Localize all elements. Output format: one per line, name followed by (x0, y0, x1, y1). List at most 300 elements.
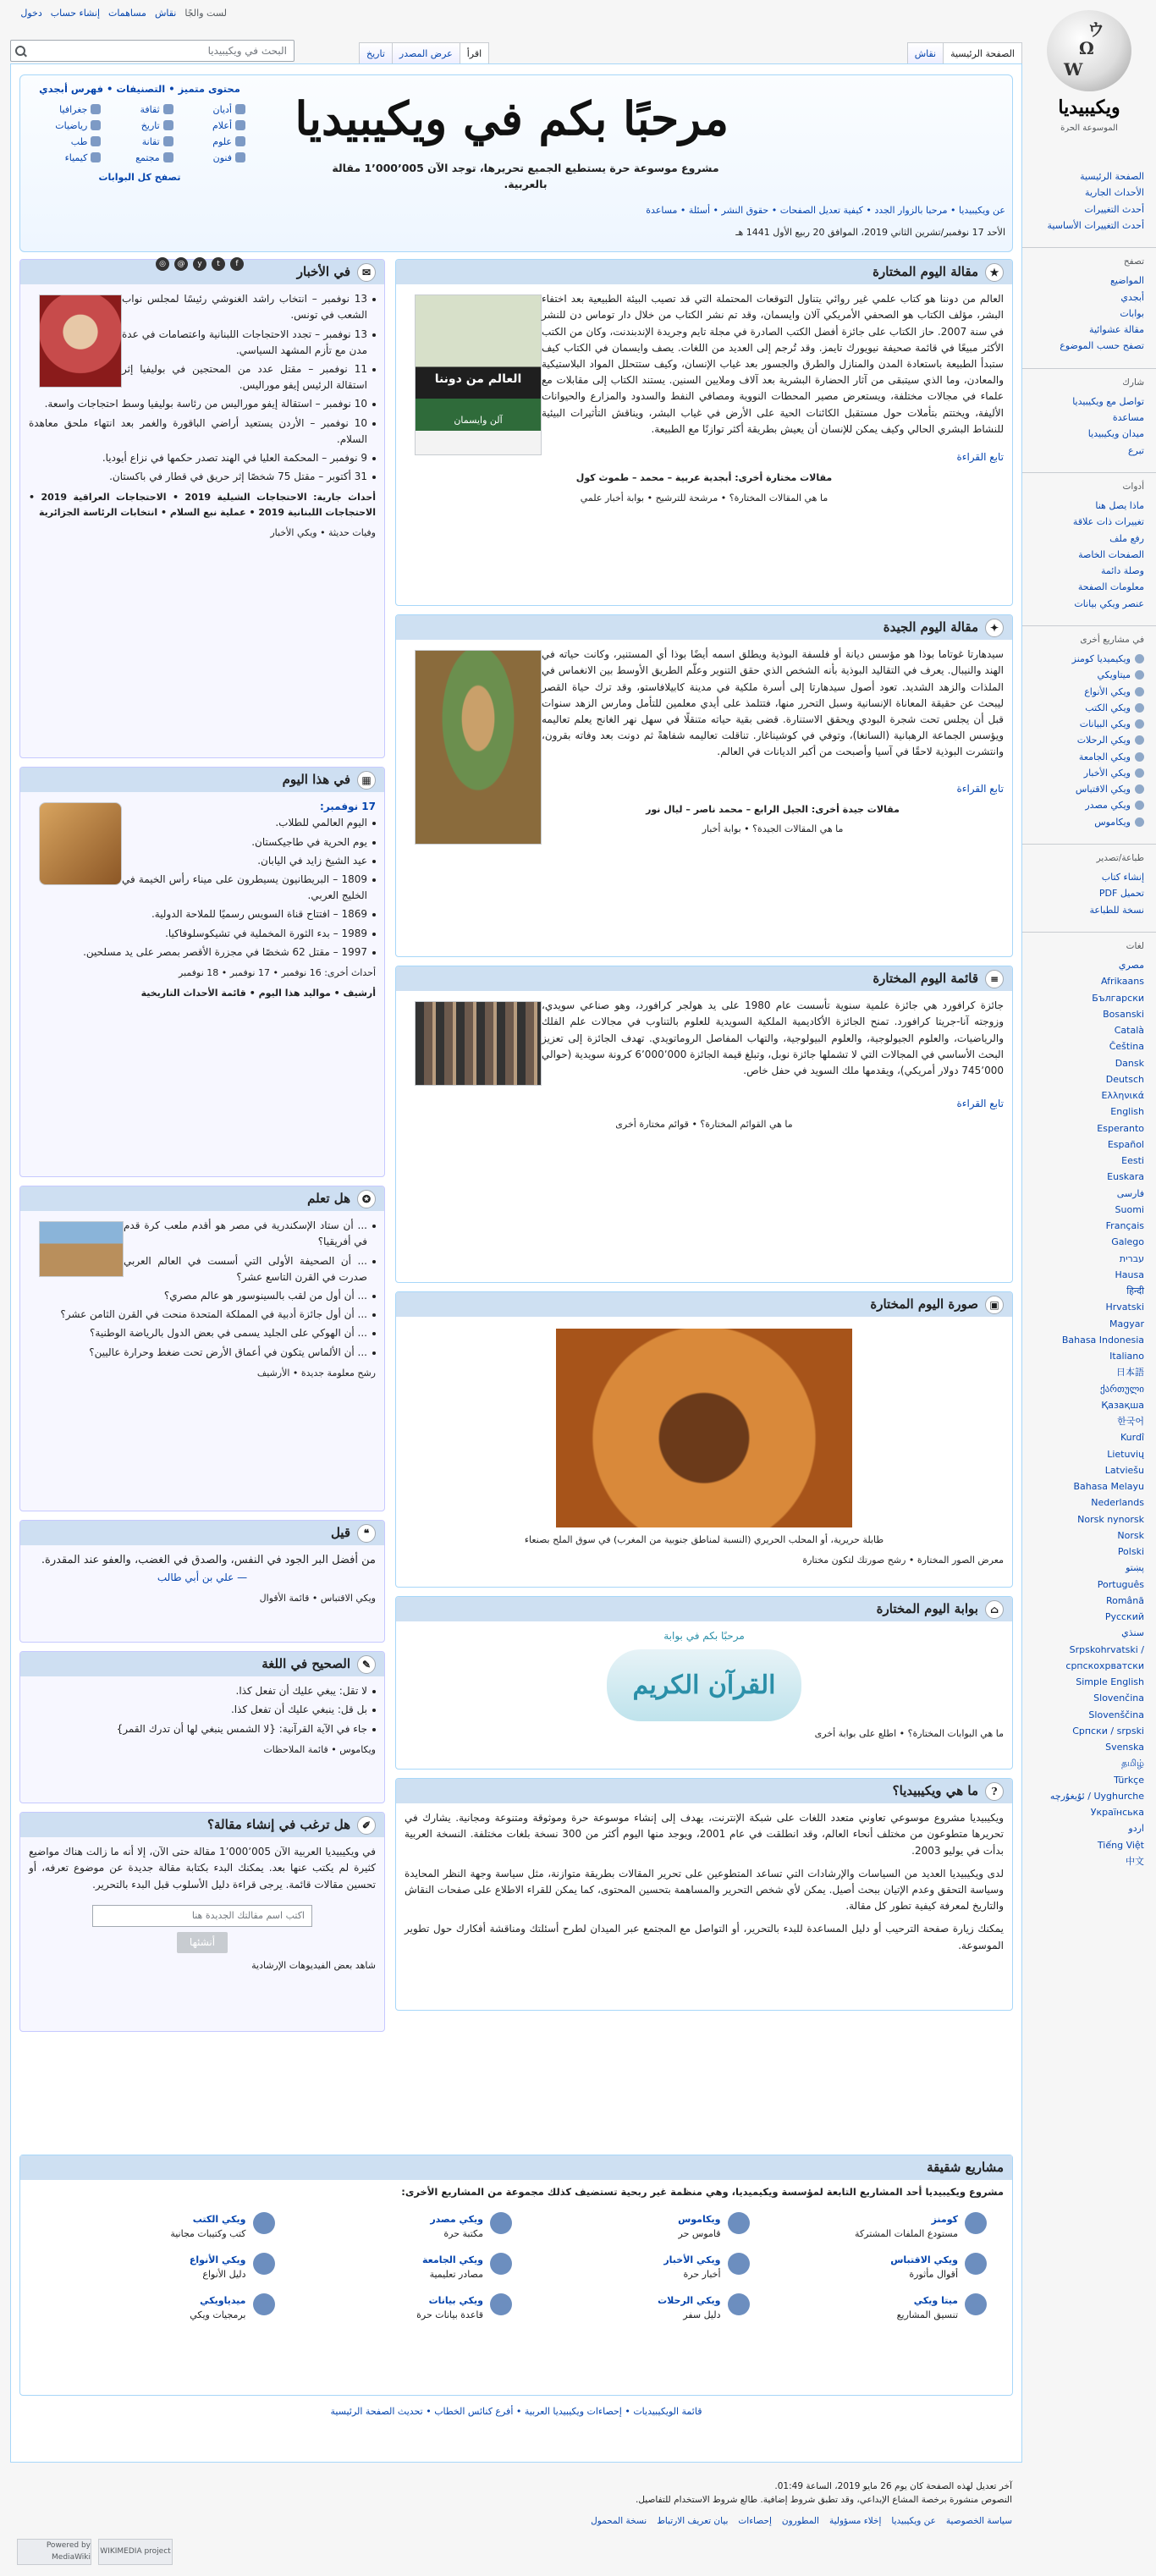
sidebar-item[interactable] (1031, 765, 1144, 781)
section-title: مشاريع شقيقة (927, 2160, 1004, 2175)
sister-project-desc: أقوال مأثورة (909, 2269, 958, 2281)
portal-icon (235, 136, 245, 146)
sidebar-item[interactable] (1031, 700, 1144, 716)
sidebar-item[interactable] (1031, 1251, 1144, 1267)
list-item: 1809 – البريطانيون يسيطرون على ميناء رأس الخيمة في الخليج العربي. (29, 872, 376, 904)
globe-icon: Ω W ウ (1047, 10, 1131, 91)
sister-project-name[interactable]: كومنز (931, 2214, 958, 2226)
sidebar (1022, 157, 1156, 1878)
sidebar-item[interactable] (1031, 547, 1144, 563)
section-title: بوابة اليوم المختارة (876, 1601, 978, 1616)
sidebar-item[interactable] (1031, 1186, 1144, 1202)
sidebar-item[interactable] (1031, 1625, 1144, 1641)
sidebar-item-label: Polski (1117, 1546, 1144, 1558)
list-item: 1997 – مقتل 62 شخصًا في مجزرة الأقصر بمصر على يد مسلحين. (29, 944, 376, 960)
section-title: في هذا اليوم (282, 772, 350, 787)
other-featured[interactable]: مقالات مختارة أخرى: أبجدية عربية – محمد – طموث كول (575, 472, 833, 484)
social-icons (156, 257, 244, 271)
sister-projects (19, 2155, 1013, 2396)
create-account-link[interactable]: إنشاء حساب (50, 8, 101, 19)
portal-icon (91, 152, 101, 162)
sidebar-item-label: رفع ملف (1109, 532, 1144, 544)
sister-project[interactable] (283, 2212, 513, 2241)
sidebar-item[interactable] (1031, 322, 1144, 338)
sister-project-name[interactable]: ويكي الجامعة (422, 2254, 483, 2266)
sister-project[interactable] (520, 2293, 750, 2322)
welcome-links[interactable]: عن ويكيبيديا • مرحبا بالزوار الجدد • كيفية تعديل الصفحات • حقوق النشر • أسئلة • مساعدة (646, 204, 1005, 216)
sidebar-item[interactable] (1031, 1690, 1144, 1706)
sidebar-item[interactable] (1031, 1739, 1144, 1755)
sidebar-item[interactable] (1031, 1087, 1144, 1104)
project-icon (1135, 735, 1144, 745)
sidebar-item[interactable] (1031, 168, 1144, 184)
sidebar-item[interactable] (1031, 1837, 1144, 1853)
bottom-links[interactable]: قائمة الويكيبيديات • إحصاءات ويكيبيديا العربية • أفرع كنائس الخطاب • تحديث الصفحة الرئيسية (330, 2406, 702, 2417)
sidebar-item[interactable] (1031, 1137, 1144, 1153)
sister-project[interactable] (758, 2293, 988, 2322)
sidebar-item-label: الصفحات الخاصة (1078, 548, 1144, 560)
sister-project-name[interactable]: ميتا ويكي (913, 2295, 958, 2307)
portal-link[interactable] (34, 102, 101, 117)
sister-project-name[interactable]: ميدياويكي (200, 2295, 246, 2307)
sidebar-item[interactable] (1031, 1593, 1144, 1609)
sidebar-item[interactable] (1031, 1283, 1144, 1299)
project-icon (1135, 817, 1144, 827)
calendar-icon: ▦ (357, 771, 376, 790)
sidebar-heading: طباعة/تصدير (1096, 852, 1144, 863)
sidebar-item[interactable] (1031, 1527, 1144, 1544)
sidebar-item-label: Bahasa Melayu (1073, 1481, 1144, 1493)
social-icon[interactable]: y (193, 257, 206, 271)
portal-label: أديان (212, 103, 232, 115)
wikimedia-badge[interactable]: WIKIMEDIA project (98, 2539, 173, 2565)
social-icon[interactable]: f (230, 257, 244, 271)
sidebar-item[interactable] (1031, 1316, 1144, 1332)
sidebar-item[interactable] (1031, 1772, 1144, 1788)
sidebar-item[interactable] (1031, 1381, 1144, 1397)
portal-link[interactable] (34, 151, 101, 165)
sidebar-item[interactable] (1031, 781, 1144, 797)
portal-link[interactable] (106, 151, 173, 165)
portal-welcome[interactable]: مرحبًا بكم في بوابة (663, 1630, 745, 1643)
dyk-footer[interactable]: رشح معلومة جديدة • الأرشيف (256, 1367, 376, 1379)
sidebar-item[interactable] (1031, 531, 1144, 547)
sidebar-item[interactable] (1031, 1071, 1144, 1087)
sidebar-item[interactable] (1031, 1478, 1144, 1494)
social-icon[interactable]: t (212, 257, 225, 271)
create-footer[interactable]: شاهد بعض الفيديوهات الإرشادية (251, 1960, 376, 1971)
list-help[interactable]: ما هي القوائم المختارة؟ • قوائم مختارة أخرى (615, 1119, 793, 1131)
sister-project[interactable] (758, 2212, 988, 2241)
sidebar-item-label: Deutsch (1105, 1073, 1144, 1085)
section-title: هل تعلم (307, 1191, 350, 1206)
sidebar-item[interactable] (1031, 1169, 1144, 1185)
sidebar-item[interactable] (1031, 1348, 1144, 1364)
footer-link[interactable]: المطورون (781, 2515, 819, 2526)
sidebar-item[interactable] (1031, 1104, 1144, 1120)
sister-project-name[interactable]: ويكي بيانات (428, 2295, 483, 2307)
mediawiki-badge[interactable]: Powered by MediaWiki (17, 2539, 91, 2565)
section-title: في الأخبار (296, 264, 350, 279)
sidebar-item[interactable] (1031, 651, 1144, 667)
picture-footer[interactable]: معرض الصور المختارة • رشح صورتك لتكون مختارة (802, 1554, 1004, 1566)
list-item: ... أن ستاد الإسكندرية في مصر هو أقدم ملعب كرة قدم في أفريقيا؟ (29, 1218, 376, 1250)
sister-project-desc: تنسيق المشاريع (896, 2309, 958, 2321)
sidebar-item[interactable] (1031, 1609, 1144, 1625)
sidebar-item[interactable] (1031, 1202, 1144, 1218)
quote-footer[interactable]: ويكي الاقتباس • قائمة الأقوال (259, 1593, 376, 1604)
tab-history[interactable]: تاريخ (359, 42, 393, 64)
quran-portal-image[interactable] (607, 1649, 801, 1721)
portal-label: كيمياء (64, 151, 88, 163)
sidebar-item-label: الأحداث الجارية (1085, 187, 1144, 199)
search-box[interactable] (10, 40, 295, 62)
sidebar-item[interactable] (1031, 1446, 1144, 1462)
sidebar-item-label: Ελληνικά (1101, 1090, 1144, 1102)
sister-grid (20, 2205, 1012, 2329)
footer-link[interactable]: سياسة الخصوصية (945, 2515, 1012, 2526)
last-edited: آخر تعديل لهذه الصفحة كان يوم 26 مايو 2019، الساعة 01:49. (774, 2481, 1012, 2491)
on-this-day (19, 767, 385, 1177)
laureates-image[interactable] (415, 1001, 542, 1086)
sidebar-item[interactable] (1031, 732, 1144, 748)
sister-project[interactable] (283, 2253, 513, 2282)
sidebar-item-label: إنشاء كتاب (1101, 872, 1144, 883)
sidebar-item-label: تبرع (1127, 444, 1144, 456)
onthisday-date[interactable]: 17 نوفمبر: (320, 801, 376, 813)
picture-image[interactable] (556, 1329, 852, 1527)
search-input[interactable]: البحث في ويكيبيديا (207, 44, 287, 57)
read-more-link[interactable]: تابع القراءة (956, 450, 1004, 463)
list-item: ... أن أول جائزة أدبية في المملكة المتحدة منحت في القرن الثامن عشر؟ (29, 1307, 376, 1323)
sidebar-item[interactable] (1031, 667, 1144, 683)
create-article-button[interactable]: أنشئها (177, 1932, 228, 1953)
good-help[interactable]: ما هي المقالات الجيدة؟ • بوابة أخبار (702, 823, 844, 835)
sidebar-item-label: Italiano (1109, 1351, 1144, 1362)
sidebar-group (1022, 844, 1156, 927)
sidebar-item-label: Afrikaans (1101, 976, 1144, 988)
footer (166, 2480, 1012, 2528)
sidebar-item[interactable] (1031, 1429, 1144, 1445)
sidebar-item-label: ქართული (1100, 1383, 1144, 1395)
sidebar-item-label: ويكي الكتب (1085, 702, 1131, 713)
book-cover-image[interactable] (415, 294, 542, 455)
sidebar-item[interactable] (1031, 1804, 1144, 1820)
sidebar-item-label: معلومات الصفحة (1077, 581, 1144, 593)
sidebar-item[interactable] (1031, 973, 1144, 989)
home-icon: ⌂ (985, 1600, 1004, 1619)
sidebar-item[interactable] (1031, 1267, 1144, 1283)
quote-box (19, 1520, 385, 1643)
sidebar-item[interactable] (1031, 410, 1144, 426)
list-item: 31 أكتوبر – مقتل 75 شخصًا إثر حريق في قطار في باكستان. (29, 469, 376, 485)
list-item: لا تقل: يبغي عليك أن تفعل كذا. (29, 1683, 376, 1699)
sister-project[interactable] (520, 2253, 750, 2282)
sister-project-icon (490, 2212, 512, 2234)
social-icon[interactable]: ◎ (156, 257, 169, 271)
project-icon (1135, 719, 1144, 729)
list-item: 13 نوفمبر – انتخاب راشد الغنوشي رئيسًا لمجلس نواب الشعب في تونس. (29, 291, 376, 323)
sidebar-item[interactable] (1031, 1462, 1144, 1478)
sidebar-item-label: بوابات (1120, 307, 1144, 319)
sister-project-desc: أخبار حرة (683, 2269, 721, 2281)
view-tabs (360, 42, 489, 64)
wordmark: ويكيبيديا (1058, 96, 1120, 118)
anon-user: لست والجًا (184, 8, 227, 19)
portal-icon (91, 120, 101, 130)
sidebar-item-label: English (1110, 1106, 1144, 1118)
sidebar-item[interactable] (1031, 498, 1144, 514)
portal-label: فنون (212, 151, 232, 163)
sidebar-item-label: ويكي الرحلات (1076, 735, 1131, 746)
portal-link[interactable] (179, 102, 245, 117)
sidebar-item[interactable] (1031, 1055, 1144, 1071)
sidebar-item[interactable] (1031, 426, 1144, 442)
sister-project[interactable] (46, 2212, 275, 2241)
sidebar-item[interactable] (1031, 1494, 1144, 1511)
sidebar-item[interactable] (1031, 1755, 1144, 1771)
search-icon[interactable] (11, 41, 30, 60)
sister-project-name[interactable]: ويكي مصدر (430, 2214, 483, 2226)
sidebar-item[interactable] (1031, 1544, 1144, 1560)
sidebar-item[interactable] (1031, 885, 1144, 901)
sidebar-item[interactable] (1031, 579, 1144, 595)
tab-view-source[interactable]: عرض المصدر (392, 42, 460, 64)
sidebar-item-label: Português (1097, 1578, 1144, 1590)
sidebar-item-label: أبجدي (1120, 291, 1144, 303)
portal-link[interactable] (179, 118, 245, 133)
project-icon (1135, 687, 1144, 696)
sidebar-item[interactable] (1031, 1299, 1144, 1315)
portal-link[interactable] (179, 151, 245, 165)
sister-project-text (190, 2293, 245, 2322)
sister-project-desc: دليل الأنواع (202, 2269, 246, 2281)
sister-project[interactable] (758, 2253, 988, 2282)
sister-project[interactable] (46, 2253, 275, 2282)
sidebar-item[interactable] (1031, 1006, 1144, 1022)
portals-header[interactable]: محتوى متميز • التصنيفات • فهرس أبجدي (39, 83, 240, 95)
sidebar-item[interactable] (1031, 1413, 1144, 1429)
sidebar-item[interactable] (1031, 1120, 1144, 1137)
sister-project-name[interactable]: ويكي الاقتباس (890, 2254, 958, 2266)
star-icon: ★ (985, 263, 1004, 282)
sidebar-item[interactable] (1031, 749, 1144, 765)
list-item: ... أن الهوكي على الجليد يسمى في بعض الدول بالرياضة الوطنية؟ (29, 1325, 376, 1341)
sidebar-item-label: سنڌي (1121, 1627, 1144, 1639)
featured-list (395, 966, 1013, 1283)
onthisday-footer[interactable]: أرشيف • مواليد هذا اليوم • قائمة الأحداث التاريخية (140, 987, 376, 999)
sidebar-item[interactable] (1031, 217, 1144, 234)
sidebar-item[interactable] (1031, 1234, 1144, 1250)
onthisday-list (29, 815, 376, 960)
sidebar-item-label: Lietuvių (1107, 1448, 1144, 1460)
current-events[interactable]: أحداث جارية: الاحتجاجات الشيلية 2019 • الاحتجاجات العراقية 2019 • الاحتجاجات اللبنانية 2019 • عملية نبع السلام • انتخابات الرئاسة الجزائرية (29, 492, 376, 518)
book-cover-title: العالم من دوننا (434, 372, 522, 387)
portal-link[interactable] (34, 118, 101, 133)
sidebar-item-label: Euskara (1107, 1171, 1144, 1183)
sidebar-item[interactable] (1031, 869, 1144, 885)
sidebar-item[interactable] (1031, 1577, 1144, 1593)
sister-project[interactable] (520, 2212, 750, 2241)
sidebar-item[interactable] (1031, 684, 1144, 700)
sidebar-item[interactable] (1031, 716, 1144, 732)
sidebar-item[interactable] (1031, 1332, 1144, 1348)
portal-icon (163, 136, 173, 146)
sister-project-name[interactable]: ويكي الرحلات (658, 2295, 721, 2307)
sidebar-item[interactable] (1031, 957, 1144, 973)
read-more-link[interactable]: تابع القراءة (956, 782, 1004, 795)
sidebar-item[interactable] (1031, 1788, 1144, 1804)
list-icon: ≡ (985, 970, 1004, 988)
footer-link[interactable]: نسخة المحمول (591, 2515, 647, 2526)
sidebar-item[interactable] (1031, 1364, 1144, 1380)
section-title: قيل (330, 1525, 350, 1540)
read-more-link[interactable]: تابع القراءة (956, 1098, 1004, 1110)
sister-project-icon (253, 2212, 275, 2234)
sidebar-item[interactable] (1031, 184, 1144, 201)
dyk-list (29, 1218, 376, 1361)
login-link[interactable]: دخول (20, 8, 42, 19)
book-cover-author: آلن وايسمان (454, 414, 503, 426)
portal-label: جغرافيا (59, 103, 88, 115)
good-article (395, 614, 1013, 957)
sidebar-item[interactable] (1031, 902, 1144, 918)
sidebar-item-label: Suomi (1115, 1203, 1144, 1215)
sidebar-item[interactable] (1031, 514, 1144, 530)
sidebar-item[interactable] (1031, 1397, 1144, 1413)
tab-talk[interactable]: نقاش (907, 42, 944, 64)
portal-footer[interactable]: ما هي البوابات المختارة؟ • اطلع على بوابة أخرى (814, 1728, 1004, 1740)
sister-project-name[interactable]: ويكاموس (678, 2214, 721, 2226)
sidebar-item[interactable] (1031, 1707, 1144, 1723)
featured-help[interactable]: ما هي المقالات المختارة؟ • مرشحة للترشيح • بوابة أخبار علمي (580, 492, 828, 504)
sidebar-item[interactable] (1031, 272, 1144, 289)
sidebar-item[interactable] (1031, 1642, 1144, 1675)
sidebar-item[interactable] (1031, 1560, 1144, 1576)
footer-link[interactable]: إحصاءات (738, 2515, 772, 2526)
sidebar-item-label: Српски / srpski (1072, 1725, 1144, 1737)
sidebar-item[interactable] (1031, 394, 1144, 410)
sidebar-item[interactable] (1031, 563, 1144, 579)
sister-project-icon (965, 2253, 987, 2275)
sister-project-name[interactable]: ويكي الأخبار (663, 2254, 721, 2266)
portal-link[interactable] (179, 135, 245, 149)
create-article (19, 1812, 385, 2032)
sidebar-item-label: عنصر ويكي بيانات (1074, 597, 1144, 609)
sidebar-item[interactable] (1031, 1820, 1144, 1836)
portal-link[interactable] (106, 118, 173, 133)
sister-project-text (678, 2212, 720, 2241)
picture-icon: ▣ (985, 1296, 1004, 1314)
sidebar-item-label: Bosanski (1103, 1008, 1144, 1020)
sidebar-item-label: فارسی (1116, 1187, 1144, 1199)
sister-project-name[interactable]: ويكي الكتب (192, 2214, 246, 2226)
social-icon[interactable]: @ (174, 257, 188, 271)
sidebar-item[interactable] (1031, 1022, 1144, 1038)
tab-main-page[interactable]: الصفحة الرئيسية (943, 42, 1022, 64)
sidebar-item[interactable] (1031, 1853, 1144, 1869)
sidebar-item[interactable] (1031, 1674, 1144, 1690)
portal-link[interactable] (106, 102, 173, 117)
tab-read[interactable]: اقرأ (460, 42, 489, 64)
sister-project[interactable] (46, 2293, 275, 2322)
sister-project-text (663, 2253, 720, 2282)
sister-project-desc: قاموس حر (678, 2228, 721, 2240)
list-item: ... أن الصحيفة الأولى التي أسست في العالم العربي صدرت في القرن التاسع عشر؟ (29, 1253, 376, 1285)
portal-icon (91, 104, 101, 114)
sister-project[interactable] (283, 2293, 513, 2322)
question-icon: ? (985, 1782, 1004, 1801)
sidebar-item[interactable] (1031, 814, 1144, 830)
sidebar-item[interactable] (1031, 797, 1144, 813)
sidebar-item[interactable] (1031, 443, 1144, 459)
sister-project-name[interactable]: ويكي الأنواع (189, 2254, 246, 2266)
site-logo[interactable] (1034, 10, 1144, 135)
sidebar-item-label: Türkçe (1114, 1774, 1144, 1786)
sidebar-item-label: ويكي الاقتباس (1075, 784, 1131, 795)
sister-project-text (855, 2212, 958, 2241)
news-icon: ✉ (357, 263, 376, 282)
other-good[interactable]: مقالات جيدة أخرى: الجيل الرابع – محمد ناصر – ليال نور (646, 803, 900, 815)
sidebar-item-label: עברית (1119, 1252, 1144, 1264)
sidebar-item[interactable] (1031, 1511, 1144, 1527)
contributions-link[interactable]: مساهمات (108, 8, 146, 19)
sidebar-item[interactable] (1031, 596, 1144, 612)
quote-author[interactable]: — علي بن أبي طالب (157, 1571, 248, 1584)
sidebar-item-label: ويكاموس (1094, 816, 1131, 828)
portal-label: مجتمع (135, 151, 160, 163)
portal-label: القرآن الكريم (632, 1671, 776, 1701)
sidebar-item[interactable] (1031, 1153, 1144, 1169)
talk-link[interactable]: نقاش (154, 8, 177, 19)
current-date: الأحد 17 نوفمبر/تشرين الثاني 2019، الموافق 20 ربيع الأول 1441 هـ (735, 226, 1005, 238)
sidebar-item[interactable] (1031, 305, 1144, 322)
sidebar-item[interactable] (1031, 201, 1144, 217)
sidebar-item[interactable] (1031, 338, 1144, 354)
sidebar-item-label: ماذا يصل هنا (1095, 500, 1144, 512)
sidebar-item[interactable] (1031, 1723, 1144, 1739)
sister-project-desc: مستودع الملفات المشتركة (855, 2228, 958, 2240)
list-item: 9 نوفمبر – المحكمة العليا في الهند تصدر حكمها في نزاع أيوديا. (29, 450, 376, 466)
new-article-input[interactable]: اكتب اسم مقالتك الجديدة هنا (92, 1905, 312, 1927)
footer-link[interactable]: بيان تعريف الارتباط (657, 2515, 729, 2526)
sidebar-heading: تصفح (1123, 256, 1144, 267)
portal-link[interactable] (34, 135, 101, 149)
portal-link[interactable] (106, 135, 173, 149)
all-portals-link[interactable]: تصفح كل البوابات (98, 172, 181, 183)
portal-icon (235, 152, 245, 162)
sidebar-item-label: Magyar (1109, 1318, 1144, 1329)
language-footer[interactable]: ويكاموس • قائمة الملاحظات (263, 1743, 376, 1755)
sidebar-item[interactable] (1031, 990, 1144, 1006)
project-icon (1135, 784, 1144, 794)
section-title: الصحيح في اللغة (261, 1656, 350, 1671)
sidebar-group (1022, 368, 1156, 467)
sidebar-item-label: Kurdî (1120, 1432, 1144, 1444)
sidebar-item[interactable] (1031, 289, 1144, 305)
list-item: اليوم العالمي للطلاب. (29, 815, 376, 831)
news-footer[interactable]: وفيات حديثة • ويكي الأخبار (270, 526, 376, 538)
sidebar-item[interactable] (1031, 1038, 1144, 1054)
sidebar-item-label: تغييرات ذات علاقة (1072, 516, 1144, 528)
buddha-image[interactable] (415, 650, 542, 845)
footer-link[interactable]: إخلاء مسؤولية (828, 2515, 882, 2526)
footer-link[interactable]: عن ويكيبيديا (891, 2515, 936, 2526)
section-title: هل ترغب في إنشاء مقالة؟ (207, 1817, 350, 1832)
sidebar-item-label: Қазақша (1101, 1399, 1144, 1411)
onthisday-more[interactable]: أحداث أخرى: 16 نوفمبر • 17 نوفمبر • 18 نوفمبر (179, 966, 376, 978)
sidebar-item[interactable] (1031, 1218, 1144, 1234)
